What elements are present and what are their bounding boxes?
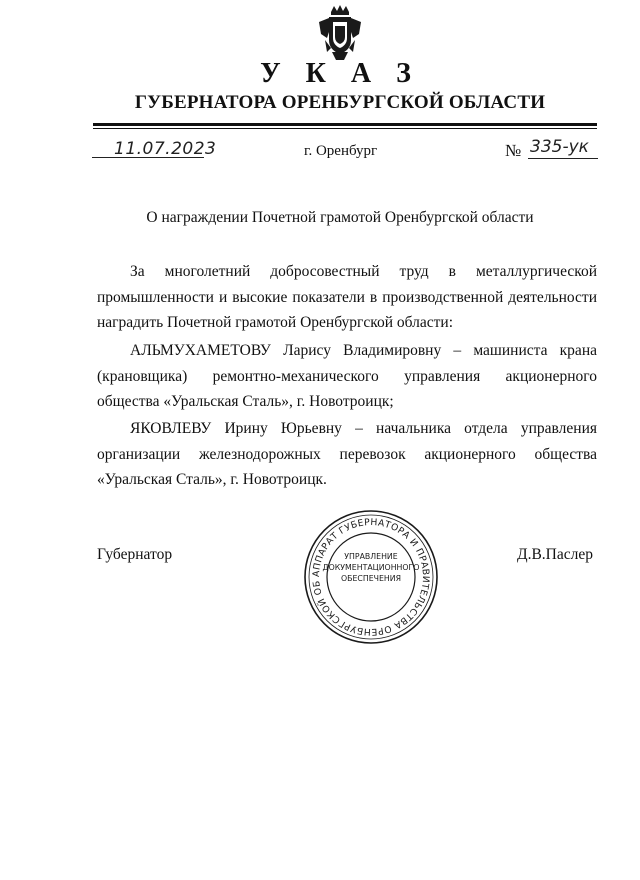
body-paragraph: За многолетний добросовестный труд в металлургической промышленности и высокие показатели в производственной деятельности наградить Почетной грамотой Оренбургской области: (97, 263, 597, 331)
seal-center-text: УПРАВЛЕНИЕ (344, 552, 398, 561)
official-seal (302, 508, 440, 646)
seal-ring-text: АППАРАТ ГУБЕРНАТОРА И ПРАВИТЕЛЬСТВА ОРЕНБУРГСКОЙ ОБ (310, 516, 432, 638)
signatory-position: Губернатор (97, 546, 173, 563)
seal-center-text: ДОКУМЕНТАЦИОННОГО (322, 563, 420, 572)
coat-of-arms-icon (317, 4, 363, 62)
document-heading: О награждении Почетной грамотой Оренбургской области (146, 209, 534, 226)
document-date: 11.07.2023 (114, 139, 217, 159)
signatory-name: Д.В.Паслер (517, 546, 593, 563)
document-type-title: У К А З (260, 58, 420, 89)
header-rule-thick (93, 123, 597, 126)
number-sign: № (505, 141, 522, 160)
header-rule-thin (93, 128, 597, 129)
seal-center-text: ОБЕСПЕЧЕНИЯ (340, 574, 402, 583)
document-city: г. Оренбург (304, 143, 378, 159)
document-number: 335-ук (530, 137, 589, 157)
body-paragraph: АЛЬМУХАМЕТОВУ Ларису Владимировну – машиниста крана (крановщика) ремонтно-механического управления акционерного общества «Уральская Сталь», г. Новотроицк; (97, 342, 597, 410)
number-underline (528, 158, 598, 159)
issuer-subtitle: ГУБЕРНАТОРА ОРЕНБУРГСКОЙ ОБЛАСТИ (134, 92, 546, 113)
body-paragraph: ЯКОВЛЕВУ Ирину Юрьевну – начальника отдела управления организации железнодорожных перевозок акционерного общества «Уральская Сталь», г. Новотроицк. (97, 420, 597, 488)
